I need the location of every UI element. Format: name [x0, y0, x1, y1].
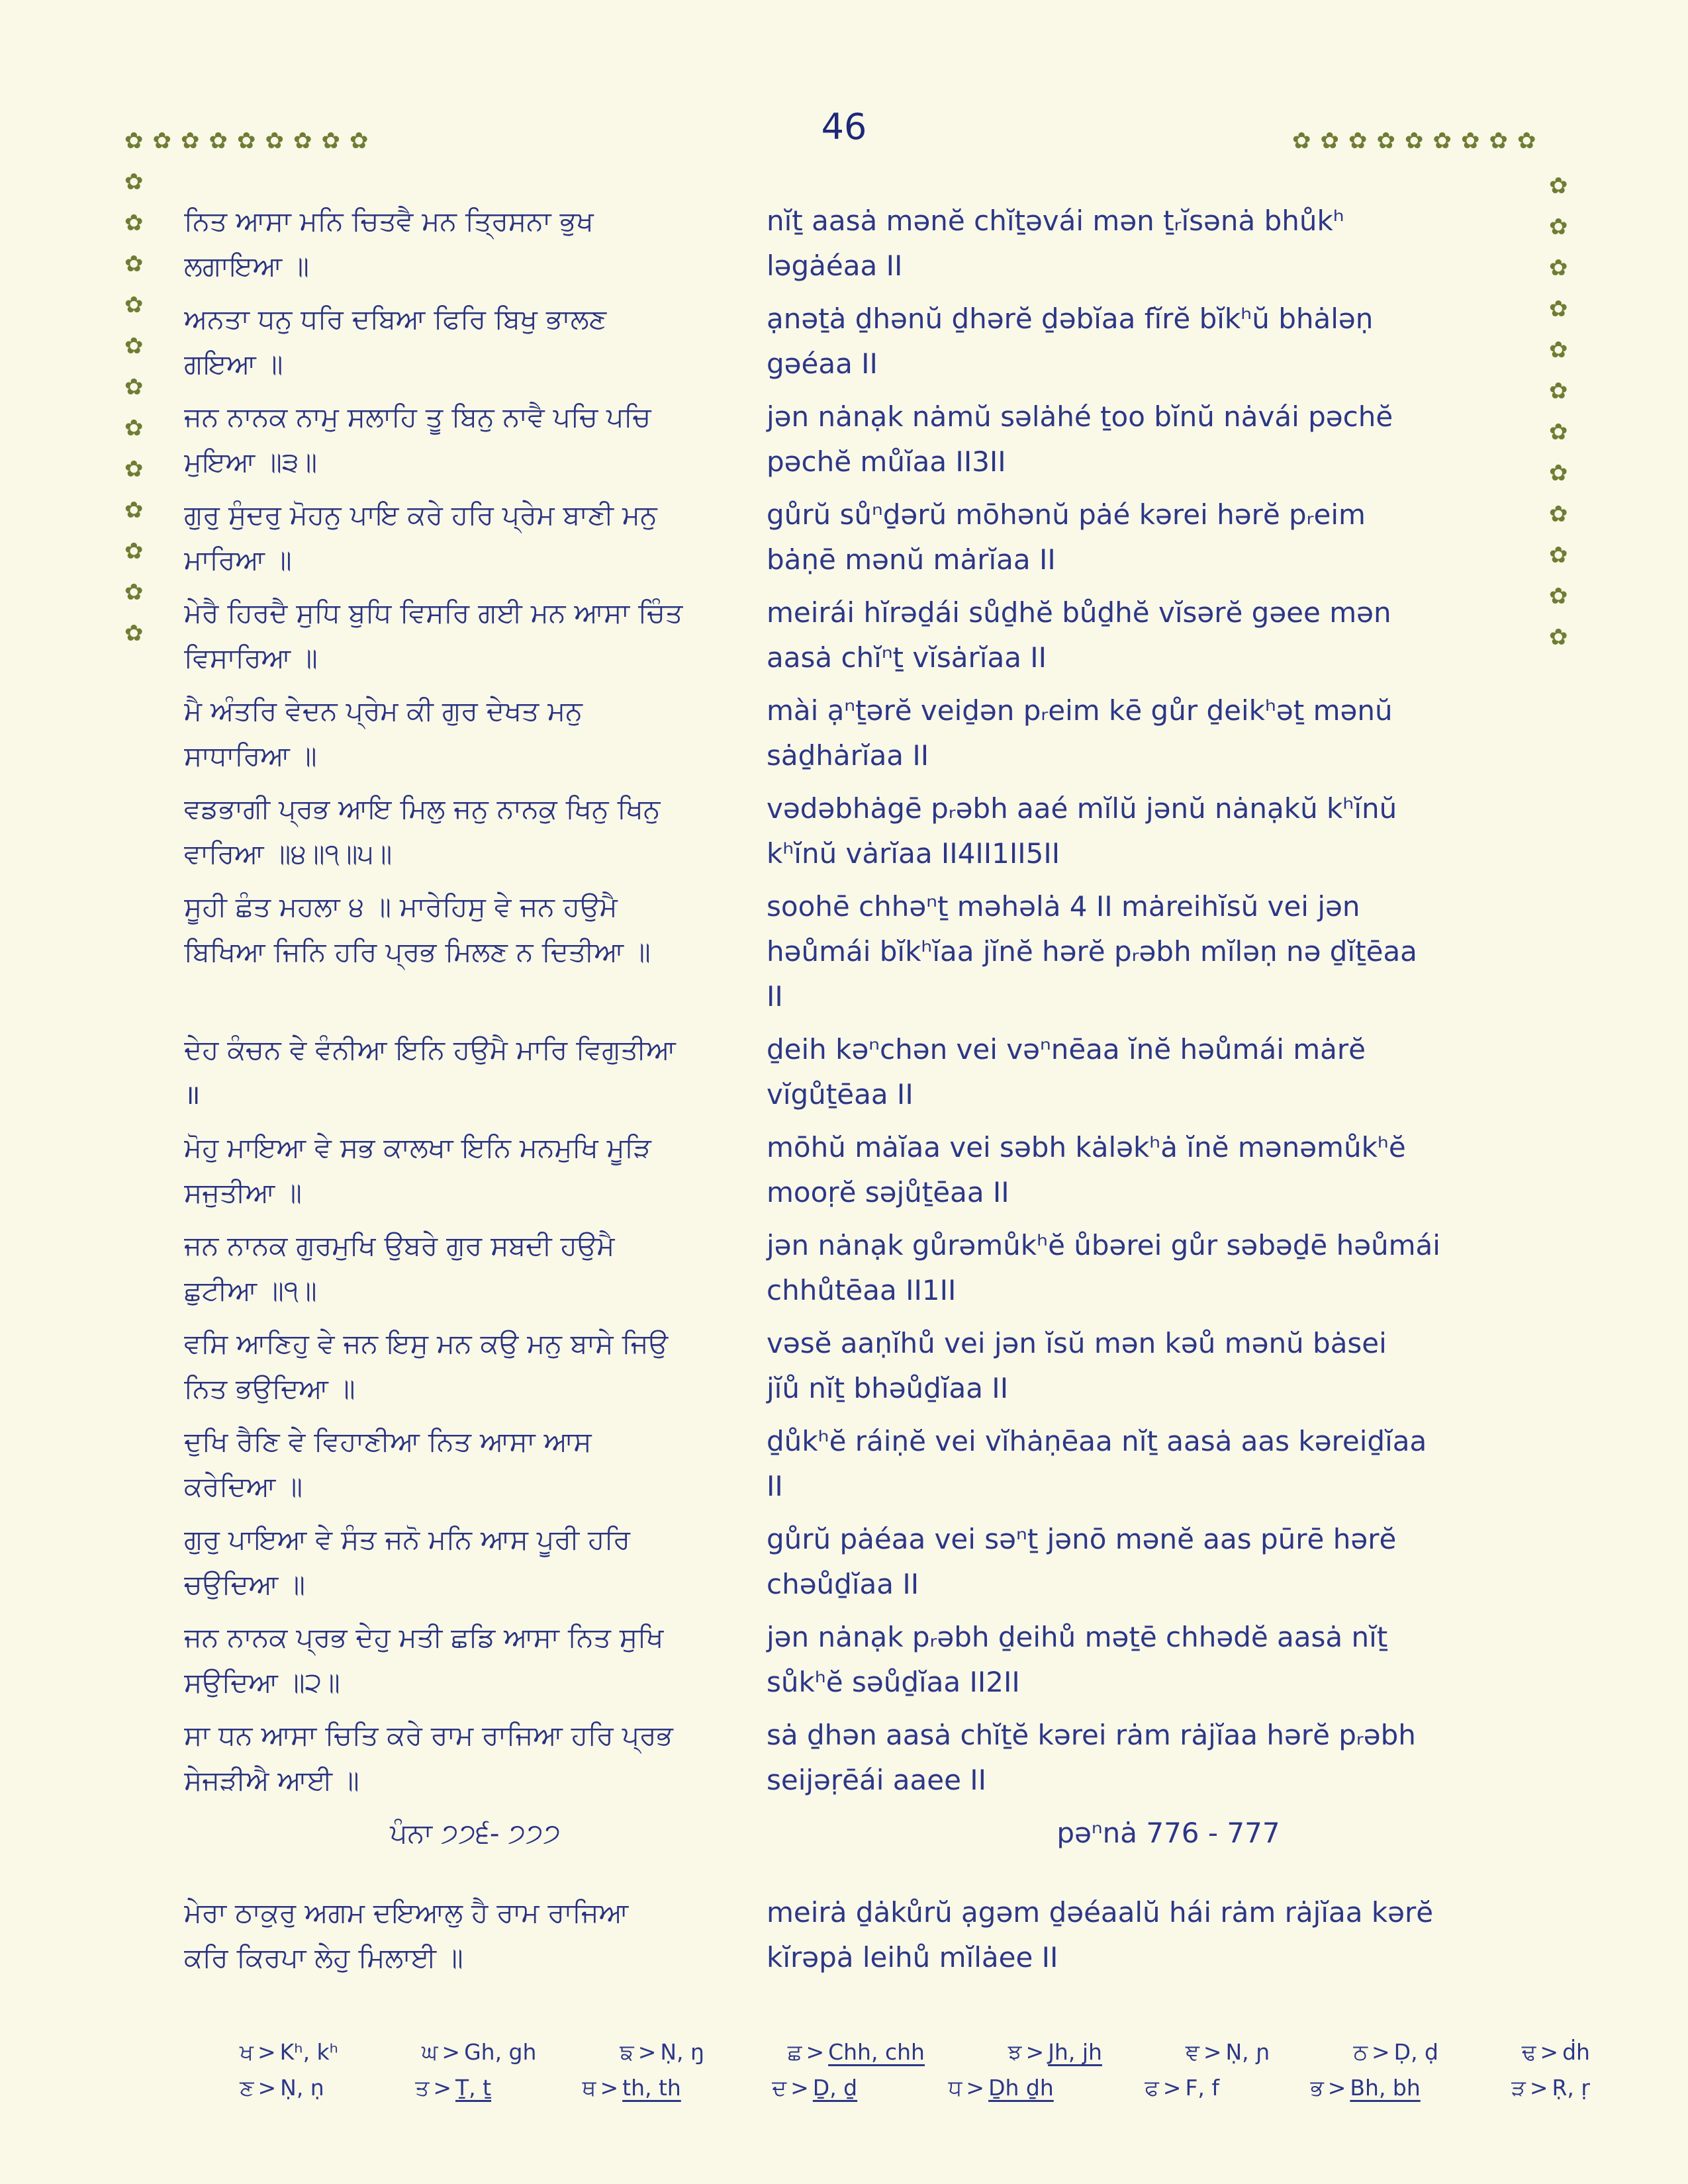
flower-icon: ✿ [1348, 128, 1368, 154]
transliteration-line: mooṛĕ səjůṯēaa II [767, 1176, 1009, 1208]
transliteration-cell [767, 1615, 1570, 1705]
flower-icon: ✿ [124, 456, 144, 482]
flower-icon: ✿ [1405, 128, 1424, 154]
transliteration-line: seijəṛēái aaee II [767, 1764, 987, 1796]
ornament-row-top-right [1292, 130, 1536, 152]
transliteration-line: pəchĕ můĭaa II3II [767, 445, 1006, 478]
legend-item [583, 2073, 681, 2103]
legend-gurmukhi-letter: ਥ [582, 2075, 596, 2101]
verse-row [184, 394, 1570, 484]
transliteration-line: həůmái bĭkʰĭaa jĭnĕ hərĕ pᵣəbh mĭləṇ nə ḏĭṯēaa [767, 935, 1417, 968]
gurmukhi-line: ਸਾ ਧਨ ਆਸਾ ਚਿਤਿ ਕਰੇ ਰਾਮ ਰਾਜਿਆ ਹਰਿ ਪ੍ਰਭ [184, 1719, 673, 1751]
transliteration-line: II [767, 980, 783, 1013]
flower-icon: ✿ [1549, 214, 1568, 240]
gurmukhi-line: ਨਿਤ ਆਸਾ ਮਨਿ ਚਿਤਵੈ ਮਨ ਤ੍ਰਿਸਨਾ ਭੁਖ [184, 205, 594, 237]
transliteration-line: jĭů nĭṯ bhəůḏĭaa II [767, 1372, 1009, 1404]
legend-item [1186, 2037, 1270, 2068]
flower-icon: ✿ [124, 415, 144, 441]
gurmukhi-cell [184, 1027, 767, 1117]
flower-icon: ✿ [124, 169, 144, 195]
flower-icon: ✿ [237, 128, 256, 154]
verse-row [184, 1811, 1570, 1856]
flower-icon: ✿ [1549, 501, 1568, 527]
transliteration-cell [767, 199, 1570, 289]
transliteration-line: jən nȧnạk nȧmŭ səlȧhé ṯoo bĭnŭ nȧvái pəchĕ [767, 400, 1393, 433]
legend-item [620, 2037, 704, 2068]
transliteration-line: ləgȧéaa II [767, 250, 903, 282]
transliteration-line: vĭgůṯēaa II [767, 1078, 914, 1111]
ornament-column-left [124, 171, 144, 645]
transliteration-line: pəⁿnȧ 776 - 777 [1056, 1817, 1280, 1849]
gurmukhi-line: ਵਸਿ ਆਣਿਹੁ ਵੇ ਜਨ ਇਸੁ ਮਨ ਕਉ ਮਨੁ ਬਾਸੇ ਜਿਉ [184, 1328, 669, 1359]
verse-list [184, 199, 1570, 1988]
verse-row [184, 1615, 1570, 1705]
flower-icon: ✿ [1549, 296, 1568, 322]
gurmukhi-cell [184, 394, 767, 484]
verse-row [184, 1321, 1570, 1411]
verse-row [184, 1517, 1570, 1607]
gurmukhi-line: ਮੋਹੁ ਮਾਇਆ ਵੇ ਸਭ ਕਾਲਖਾ ਇਨਿ ਮਨਮੁਖਿ ਮੂੜਿ [184, 1132, 651, 1163]
gurmukhi-line: ਗਇਆ ॥ [184, 348, 283, 380]
transliteration-cell [767, 1713, 1570, 1803]
flower-icon: ✿ [124, 292, 144, 318]
gurmukhi-line: ਜਨ ਨਾਨਕ ਗੁਰਮੁਖਿ ਉਬਰੇ ਗੁਰ ਸਬਦੀ ਹਉਮੈ [184, 1230, 615, 1261]
transliteration-cell [767, 1321, 1570, 1411]
gurmukhi-cell [184, 296, 767, 387]
gurmukhi-line: ਸਾਧਾਰਿਆ ॥ [184, 740, 317, 772]
legend-separator: > [600, 2075, 619, 2101]
transliteration-cell [767, 1223, 1570, 1313]
verse-row [184, 590, 1570, 680]
gurmukhi-cell [184, 1125, 767, 1215]
legend-latin-value: Kʰ, kʰ [279, 2039, 339, 2065]
flower-icon: ✿ [1489, 128, 1508, 154]
legend-separator: > [637, 2039, 657, 2065]
flower-icon: ✿ [1517, 128, 1536, 154]
legend-item [788, 2037, 925, 2068]
flower-icon: ✿ [350, 128, 369, 154]
legend-latin-value: Bh, bh [1350, 2075, 1421, 2101]
gurmukhi-line: ਕਰਿ ਕਿਰਪਾ ਲੇਹੁ ਮਿਲਾਈ ॥ [184, 1942, 463, 1974]
gurmukhi-cell [184, 1890, 767, 1980]
legend-item [240, 2037, 338, 2068]
legend-latin-value: Ṛ, ṛ [1552, 2075, 1590, 2101]
transliteration-line: vədəbhȧgē pᵣəbh aaé mĭlŭ jənŭ nȧnạkŭ kʰĭnŭ [767, 792, 1397, 825]
transliteration-line: chhůtēaa II1II [767, 1274, 957, 1306]
legend-latin-value: Jh, jh [1048, 2039, 1102, 2065]
legend-latin-value: Ḍ, ḍ [1393, 2039, 1439, 2065]
transliteration-line: ḏeih kəⁿchən vei vəⁿnēaa ĭnĕ həůmái mȧrĕ [767, 1033, 1366, 1066]
legend-gurmukhi-letter: ਛ [787, 2039, 802, 2065]
legend-row [240, 2073, 1590, 2103]
flower-icon: ✿ [1549, 378, 1568, 404]
legend-gurmukhi-letter: ਙ [620, 2039, 634, 2065]
verse-row [184, 1125, 1570, 1215]
legend-latin-value: ḋh [1562, 2039, 1590, 2065]
flower-icon: ✿ [124, 620, 144, 647]
legend-separator: > [442, 2039, 461, 2065]
gurmukhi-line: ਗੁਰੁ ਪਾਇਆ ਵੇ ਸੰਤ ਜਨੋ ਮਨਿ ਆਸ ਪੂਰੀ ਹਰਿ [184, 1524, 630, 1555]
transliteration-line: kʰĭnŭ vȧrĭaa II4II1II5II [767, 837, 1060, 870]
transliteration-line: nĭṯ aasȧ mənĕ chĭṯəvái mən ṯᵣĭsənȧ bhůkʰ [767, 205, 1344, 237]
gurmukhi-line: ਕਰੇਦਿਆ ॥ [184, 1471, 303, 1502]
gurmukhi-line: ਮੇਰੈ ਹਿਰਦੈ ਸੁਧਿ ਬੁਧਿ ਵਿਸਰਿ ਗਈ ਮਨ ਆਸਾ ਚਿੰਤ [184, 597, 683, 629]
legend-latin-value: Ṇ, ŋ [660, 2039, 704, 2065]
transliteration-line: kĭrəpȧ leihů mĭlȧee II [767, 1941, 1058, 1974]
legend-item [240, 2073, 324, 2103]
gurmukhi-line: ਜਨ ਨਾਨਕ ਪ੍ਰਭ ਦੇਹੁ ਮਤੀ ਛਡਿ ਆਸਾ ਨਿਤ ਸੁਖਿ [184, 1621, 664, 1653]
transliteration-cell [767, 1125, 1570, 1215]
transliteration-cell [767, 1027, 1570, 1117]
transliteration-cell [767, 1811, 1570, 1856]
legend-row [240, 2037, 1590, 2068]
flower-icon: ✿ [1549, 542, 1568, 569]
gurmukhi-cell [184, 884, 767, 1019]
gurmukhi-line: ਚਉਦਿਆ ॥ [184, 1569, 305, 1600]
gurmukhi-cell [184, 688, 767, 778]
gurmukhi-line: ਸੇਜੜੀਐ ਆਈ ॥ [184, 1764, 359, 1796]
flower-icon: ✿ [1432, 128, 1452, 154]
transliteration-cell [767, 492, 1570, 582]
legend-item [1008, 2037, 1102, 2068]
transliteration-line: sůkʰĕ səůḏĭaa II2II [767, 1666, 1020, 1698]
legend-latin-value: F, f [1185, 2075, 1220, 2101]
transliteration-cell [767, 1517, 1570, 1607]
legend-separator: > [1203, 2039, 1222, 2065]
verse-row [184, 199, 1570, 289]
transliteration-cell [767, 394, 1570, 484]
legend-separator: > [1025, 2039, 1045, 2065]
transliteration-cell [767, 786, 1570, 876]
flower-icon: ✿ [152, 128, 171, 154]
gurmukhi-line: ਛੁਟੀਆ ॥੧॥ [184, 1275, 317, 1306]
transliteration-line: II [767, 1470, 783, 1502]
flower-icon: ✿ [1549, 624, 1568, 651]
transliteration-line: aasȧ chĭⁿṯ vĭsȧrĭaa II [767, 641, 1047, 674]
gurmukhi-cell [184, 1321, 767, 1411]
legend-separator: > [1327, 2075, 1346, 2101]
legend-separator: > [806, 2039, 825, 2065]
legend-latin-value: Chh, chh [828, 2039, 925, 2065]
flower-icon: ✿ [293, 128, 312, 154]
transliteration-cell [767, 688, 1570, 778]
gurmukhi-cell [184, 590, 767, 680]
gurmukhi-cell [184, 1419, 767, 1509]
gurmukhi-line: ਸੂਹੀ ਛੰਤ ਮਹਲਾ ੪ ॥ ਮਾਰੇਹਿਸੁ ਵੇ ਜਨ ਹਉਮੈ [184, 891, 618, 923]
flower-icon: ✿ [1549, 255, 1568, 281]
verse-row [184, 1419, 1570, 1509]
flower-icon: ✿ [321, 128, 340, 154]
verse-row [184, 1890, 1570, 1980]
transliteration-line: sȧḏhȧrĭaa II [767, 739, 929, 772]
verse-row [184, 1027, 1570, 1117]
legend-item [1145, 2073, 1219, 2103]
page-number: 46 [821, 106, 867, 148]
legend-latin-value: Ḏ, ḏ [812, 2075, 858, 2101]
flower-icon: ✿ [1320, 128, 1339, 154]
gurmukhi-cell [184, 199, 767, 289]
transliteration-line: jən nȧnạk pᵣəbh ḏeihů məṯē chhədĕ aasȧ nĭṯ [767, 1621, 1388, 1653]
legend-gurmukhi-letter: ਞ [1185, 2039, 1199, 2065]
flower-icon: ✿ [1549, 419, 1568, 445]
verse-row [184, 1223, 1570, 1313]
gurmukhi-line: ਅਨਤਾ ਧਨੁ ਧਰਿ ਦਬਿਆ ਫਿਰਿ ਬਿਖੁ ਭਾਲਣ [184, 303, 607, 335]
legend-separator: > [258, 2075, 277, 2101]
legend-latin-value: Ṇ, ɲ [1225, 2039, 1270, 2065]
legend-separator: > [257, 2039, 276, 2065]
flower-icon: ✿ [124, 210, 144, 236]
verse-row [184, 688, 1570, 778]
legend-latin-value: Gh, gh [464, 2039, 537, 2065]
gurmukhi-line: ਲਗਾਇਆ ॥ [184, 250, 309, 282]
legend-separator: > [1162, 2075, 1182, 2101]
transliteration-cell [767, 884, 1570, 1019]
gurmukhi-line: ਵਾਰਿਆ ॥੪॥੧॥੫॥ [184, 838, 393, 870]
legend-item [772, 2073, 857, 2103]
legend-latin-value: Ḏh ḏh [988, 2075, 1054, 2101]
transliteration-line: jən nȧnạk gůrəmůkʰĕ ůbərei gůr səbəḏē həůmái [767, 1229, 1440, 1261]
flower-icon: ✿ [124, 538, 144, 565]
flower-icon: ✿ [1292, 128, 1311, 154]
legend-latin-value: Ṯ, ṯ [455, 2075, 492, 2101]
flower-icon: ✿ [124, 251, 144, 277]
flower-icon: ✿ [124, 333, 144, 359]
flower-icon: ✿ [1376, 128, 1395, 154]
legend-latin-value: th, th [622, 2075, 681, 2101]
flower-icon: ✿ [1549, 583, 1568, 610]
transliteration-line: ḏůkʰĕ ráiṇĕ vei vĭhȧṇēaa nĭṯ aasȧ aas kəreiḏĭaa [767, 1425, 1427, 1457]
transliteration-line: ạnəṯȧ ḏhənŭ ḏhərĕ ḏəbĭaa fĭrĕ bĭkʰŭ bhȧləṇ [767, 302, 1374, 335]
gurmukhi-cell [184, 786, 767, 876]
transliteration-line: mōhŭ mȧĭaa vei səbh kȧləkʰȧ ĭnĕ mənəmůkʰĕ [767, 1131, 1406, 1163]
flower-icon: ✿ [1549, 460, 1568, 486]
legend-gurmukhi-letter: ਠ [1353, 2039, 1368, 2065]
legend-separator: > [790, 2075, 809, 2101]
legend-gurmukhi-letter: ਤ [415, 2075, 430, 2101]
legend-latin-value: Ṇ, ṇ [280, 2075, 324, 2101]
legend-separator: > [1529, 2075, 1548, 2101]
flower-icon: ✿ [209, 128, 228, 154]
legend-gurmukhi-letter: ਭ [1310, 2075, 1324, 2101]
legend-gurmukhi-letter: ਣ [240, 2075, 254, 2101]
legend-item [422, 2037, 537, 2068]
legend-gurmukhi-letter: ਦ [772, 2075, 787, 2101]
transliteration-legend [240, 2037, 1590, 2103]
legend-item [1511, 2073, 1590, 2103]
verse-row [184, 786, 1570, 876]
gurmukhi-cell [184, 1713, 767, 1803]
transliteration-line: soohē chhəⁿṯ məhəlȧ 4 II mȧreihĭsŭ vei jən [767, 890, 1360, 923]
gurmukhi-cell [184, 1615, 767, 1705]
gurmukhi-line: ਗੁਰੁ ਸੁੰਦਰੁ ਮੋਹਨੁ ਪਾਇ ਕਰੇ ਹਰਿ ਪ੍ਰੇਮ ਬਾਣੀ ਮਨੁ [184, 499, 657, 531]
gurmukhi-line: ਮੁਇਆ ॥੩॥ [184, 446, 318, 478]
legend-item [1311, 2073, 1421, 2103]
gurmukhi-cell [184, 1811, 767, 1856]
legend-separator: > [1540, 2039, 1559, 2065]
legend-separator: > [966, 2075, 985, 2101]
flower-icon: ✿ [124, 579, 144, 606]
gurmukhi-line: ਮੇਰਾ ਠਾਕੁਰੁ ਅਗਮ ਦਇਆਲੁ ਹੈ ਰਾਮ ਰਾਜਿਆ [184, 1897, 629, 1929]
flower-icon: ✿ [1549, 173, 1568, 199]
gurmukhi-line: ਦੁਖਿ ਰੈਣਿ ਵੇ ਵਿਹਾਣੀਆ ਨਿਤ ਆਸਾ ਆਸ [184, 1426, 592, 1457]
legend-gurmukhi-letter: ਧ [948, 2075, 962, 2101]
flower-icon: ✿ [265, 128, 284, 154]
flower-icon: ✿ [124, 128, 144, 154]
legend-separator: > [433, 2075, 451, 2101]
flower-icon: ✿ [124, 374, 144, 400]
gurmukhi-cell [184, 1517, 767, 1607]
flower-icon: ✿ [1461, 128, 1480, 154]
gurmukhi-cell [184, 492, 767, 582]
transliteration-line: gəéaa II [767, 347, 878, 380]
legend-gurmukhi-letter: ਖ [240, 2039, 254, 2065]
gurmukhi-line: ਪੰਨਾ ੭੭੬- ੭੭੭ [390, 1817, 561, 1849]
flower-icon: ✿ [1549, 337, 1568, 363]
gurmukhi-line: ਬਿਖਿਆ ਜਿਨਿ ਹਰਿ ਪ੍ਰਭ ਮਿਲਣ ਨ ਦਿਤੀਆ ॥ [184, 936, 651, 968]
verse-row [184, 1713, 1570, 1803]
transliteration-line: chəůḏĭaa II [767, 1568, 919, 1600]
transliteration-line: sȧ ḏhən aasȧ chĭṯĕ kərei rȧm rȧjĭaa hərĕ pᵣəbh [767, 1719, 1416, 1751]
legend-item [415, 2073, 491, 2103]
gurmukhi-cell [184, 1223, 767, 1313]
transliteration-line: bȧṇē mənŭ mȧrĭaa II [767, 543, 1056, 576]
legend-gurmukhi-letter: ੜ [1511, 2075, 1526, 2101]
gurmukhi-line: ਸਜੁਤੀਆ ॥ [184, 1177, 302, 1208]
gurmukhi-line: ਵਿਸਾਰਿਆ ॥ [184, 642, 318, 674]
gurmukhi-line: ॥ [184, 1079, 201, 1111]
gurmukhi-line: ਨਿਤ ਭਉਦਿਆ ॥ [184, 1373, 355, 1404]
legend-gurmukhi-letter: ਫ [1145, 2075, 1159, 2101]
gurmukhi-line: ਵਡਭਾਗੀ ਪ੍ਰਭ ਆਇ ਮਿਲੁ ਜਨੁ ਨਾਨਕੁ ਖਿਨੁ ਖਿਨੁ [184, 793, 661, 825]
gurmukhi-line: ਜਨ ਨਾਨਕ ਨਾਮੁ ਸਲਾਹਿ ਤੂ ਬਿਨੁ ਨਾਵੈ ਪਚਿ ਪਚਿ [184, 401, 651, 433]
transliteration-cell [767, 1419, 1570, 1509]
transliteration-line: gůrŭ sůⁿḏərŭ mōhənŭ pȧé kərei hərĕ pᵣeim [767, 498, 1366, 531]
flower-icon: ✿ [181, 128, 200, 154]
verse-row [184, 296, 1570, 387]
gurmukhi-line: ਸਉਦਿਆ ॥੨॥ [184, 1666, 340, 1698]
legend-item [949, 2073, 1054, 2103]
legend-separator: > [1372, 2039, 1390, 2065]
transliteration-line: meirái hĭrəḏái sůḏhĕ bůḏhĕ vĭsərĕ gəee mən [767, 596, 1391, 629]
legend-item [1522, 2037, 1590, 2068]
transliteration-cell [767, 296, 1570, 387]
ornament-row-top-left [124, 130, 369, 152]
gurmukhi-line: ਮੈ ਅੰਤਰਿ ਵੇਦਨ ਪ੍ਰੇਮ ਕੀ ਗੁਰ ਦੇਖਤ ਮਨੁ [184, 695, 583, 727]
legend-gurmukhi-letter: ਝ [1008, 2039, 1022, 2065]
transliteration-cell [767, 590, 1570, 680]
transliteration-line: meirȧ ḏȧkůrŭ ạgəm ḏəéaalŭ hái rȧm rȧjĭaa kərĕ [767, 1896, 1434, 1929]
flower-icon: ✿ [124, 497, 144, 523]
transliteration-line: gůrŭ pȧéaa vei səⁿṯ jənō mənĕ aas pūrē hərĕ [767, 1523, 1397, 1555]
verse-row [184, 884, 1570, 1019]
transliteration-line: vəsĕ aaṇĭhů vei jən ĭsŭ mən kəů mənŭ bȧsei [767, 1327, 1387, 1359]
gurmukhi-line: ਦੇਹ ਕੰਚਨ ਵੇ ਵੰਨੀਆ ਇਨਿ ਹਉਮੈ ਮਾਰਿ ਵਿਗੁਤੀਆ [184, 1034, 676, 1066]
legend-gurmukhi-letter: ਢ [1521, 2039, 1536, 2065]
legend-gurmukhi-letter: ਘ [421, 2039, 438, 2065]
gurmukhi-line: ਮਾਰਿਆ ॥ [184, 544, 292, 576]
transliteration-line: mài ạⁿṯərĕ veiḏən pᵣeim kē gůr ḏeikʰəṯ mənŭ [767, 694, 1393, 727]
transliteration-cell [767, 1890, 1570, 1980]
verse-row [184, 492, 1570, 582]
legend-item [1353, 2037, 1438, 2068]
